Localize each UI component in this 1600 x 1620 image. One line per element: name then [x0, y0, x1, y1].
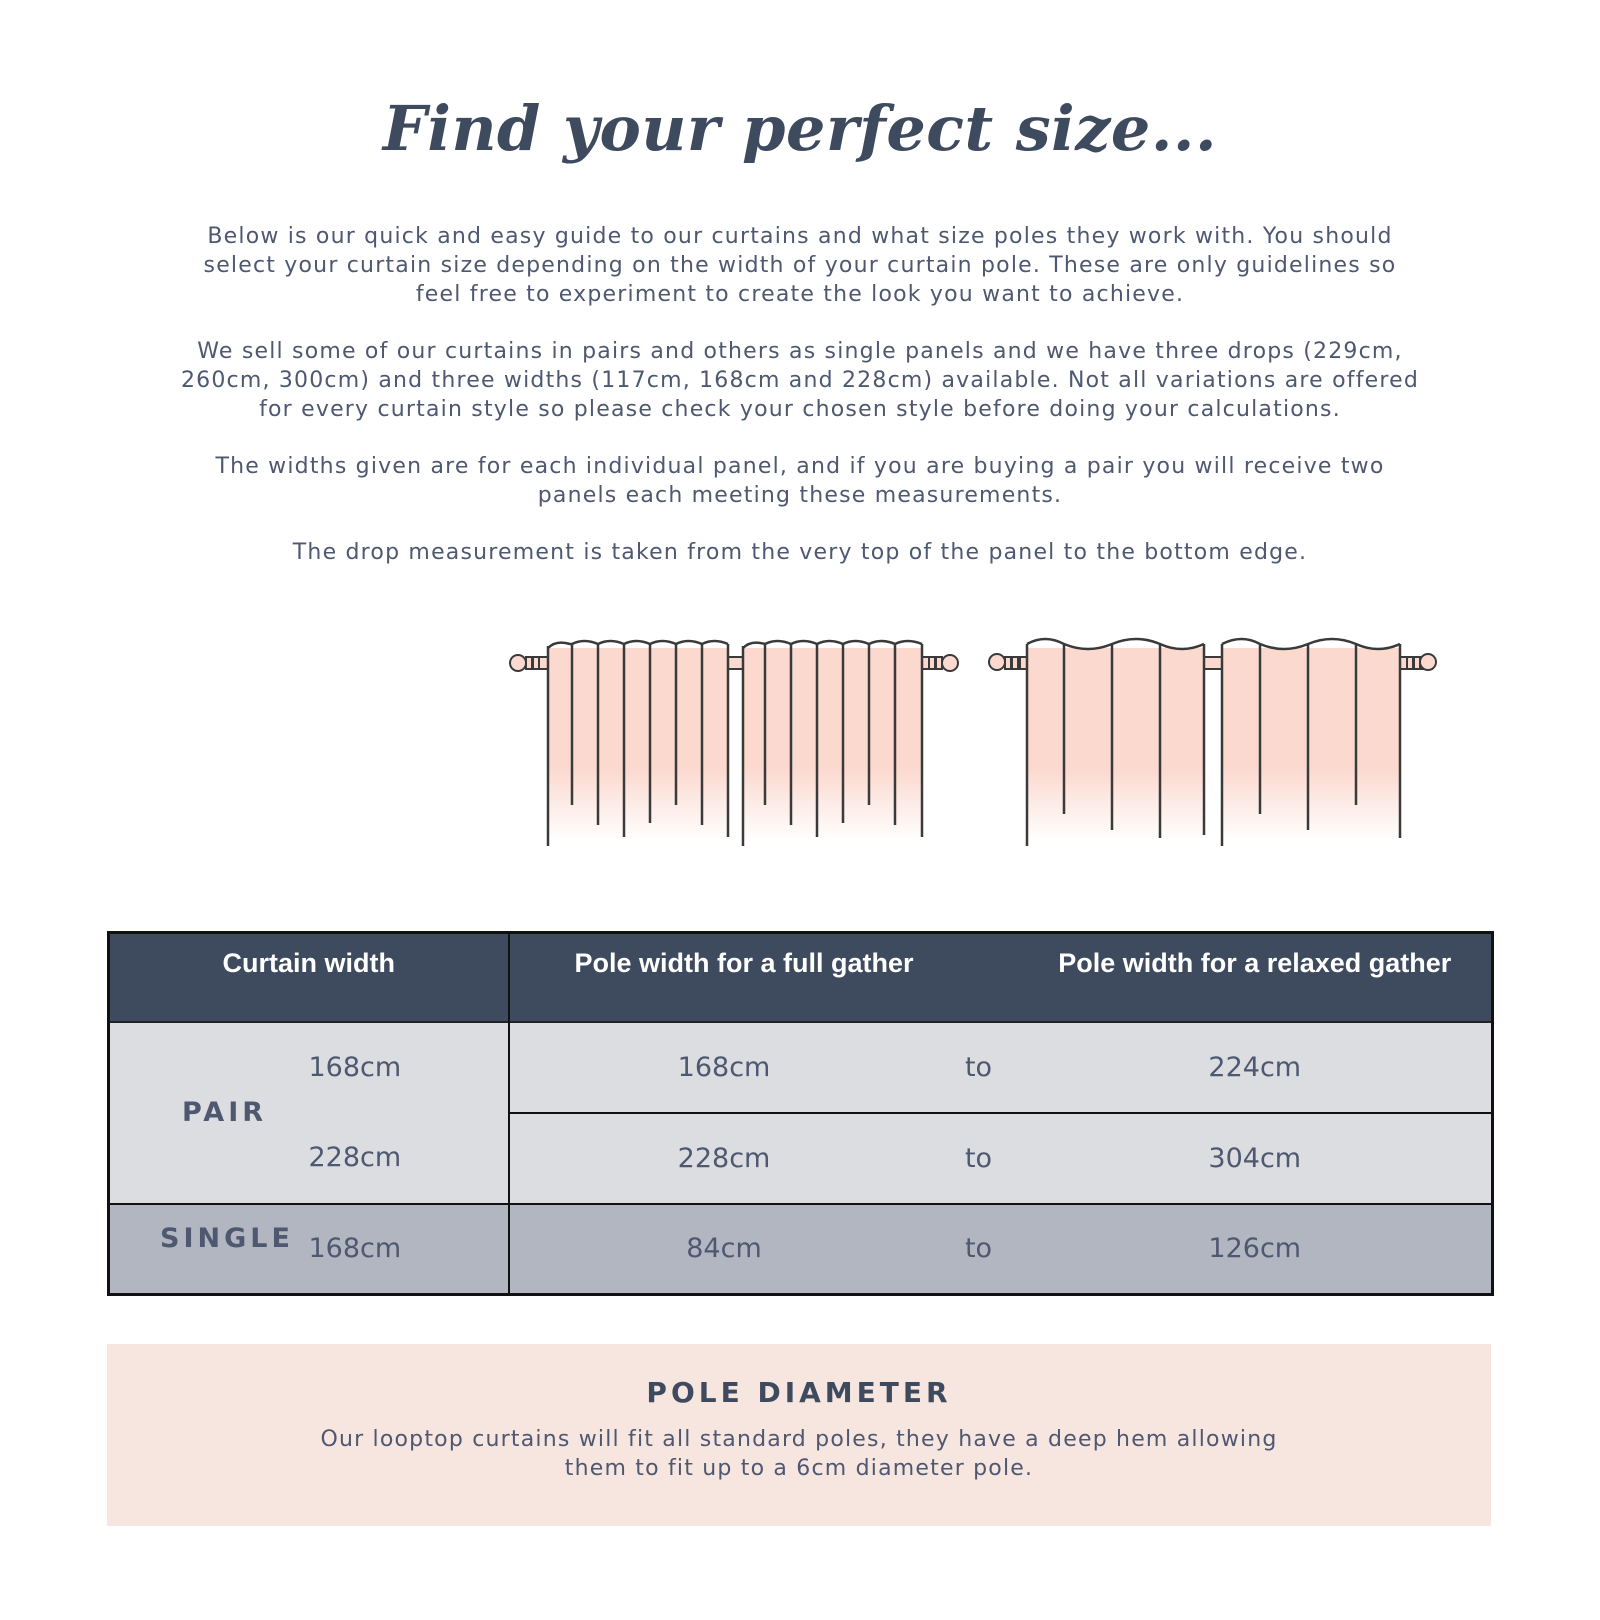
page-title: Find your perfect size...	[382, 92, 1218, 165]
full-gather-cell: 84cm	[509, 1204, 939, 1295]
relaxed-gather-curtain-illustration	[989, 639, 1436, 846]
pole-diameter-panel	[107, 1344, 1491, 1526]
full-gather-curtain-illustration	[510, 641, 958, 846]
table-row	[109, 1022, 1493, 1113]
intro-paragraph: Below is our quick and easy guide to our curtains and what size poles they work with. You should select your curtain size depending on the width of your curtain pole. These are only guidelines so feel free to experiment to create the look you want to achieve.	[203, 224, 1397, 307]
curtain-width-cell: 168cm	[299, 1022, 509, 1113]
pole-finial-left	[510, 655, 526, 671]
intro-paragraph: The drop measurement is taken from the very top of the panel to the bottom edge.	[292, 540, 1308, 565]
table-row	[109, 1113, 1493, 1204]
curtain-width-cell: 228cm	[299, 1113, 509, 1204]
range-separator: to	[939, 1113, 1019, 1204]
intro-paragraph: The widths given are for each individual panel, and if you are buying a pair you will receive two panels each meeting these measurements.	[215, 454, 1385, 508]
table-row	[109, 1204, 1493, 1295]
header-relaxed-gather: Pole width for a relaxed gather	[1019, 933, 1493, 1022]
relaxed-gather-cell: 304cm	[1019, 1113, 1493, 1204]
full-gather-cell: 228cm	[509, 1113, 939, 1204]
range-separator: to	[939, 1204, 1019, 1295]
intro-paragraph: We sell some of our curtains in pairs and others as single panels and we have three drops (229cm, 260cm, 300cm) and three widths (117cm, 168cm and 228cm) available. Not all variations are offered for every curtain style so please check your chosen style before doing your calculations.	[180, 339, 1420, 422]
intro-text	[180, 222, 1420, 595]
relaxed-gather-cell: 224cm	[1019, 1022, 1493, 1113]
table-header-row	[109, 933, 1493, 1022]
header-curtain-width: Curtain width	[109, 933, 509, 1022]
full-gather-cell: 168cm	[509, 1022, 939, 1113]
header-full-gather: Pole width for a full gather	[509, 933, 1019, 1022]
relaxed-gather-cell: 126cm	[1019, 1204, 1493, 1295]
curtain-width-cell: 168cm	[299, 1204, 509, 1295]
pole-finial-right	[942, 655, 958, 671]
range-separator: to	[939, 1022, 1019, 1113]
pole-finial-right	[1420, 654, 1436, 670]
pole-diameter-heading: POLE DIAMETER	[646, 1376, 952, 1409]
curtain-illustrations	[500, 630, 1460, 860]
size-guide-table	[107, 931, 1494, 1296]
pole-diameter-text: Our looptop curtains will fit all standard poles, they have a deep hem allowing them to fit up to a 6cm diameter pole.	[320, 1427, 1278, 1481]
group-label-pair: PAIR	[109, 1022, 299, 1204]
group-label-single: SINGLE	[109, 1204, 299, 1295]
pole-finial-left	[989, 654, 1005, 670]
